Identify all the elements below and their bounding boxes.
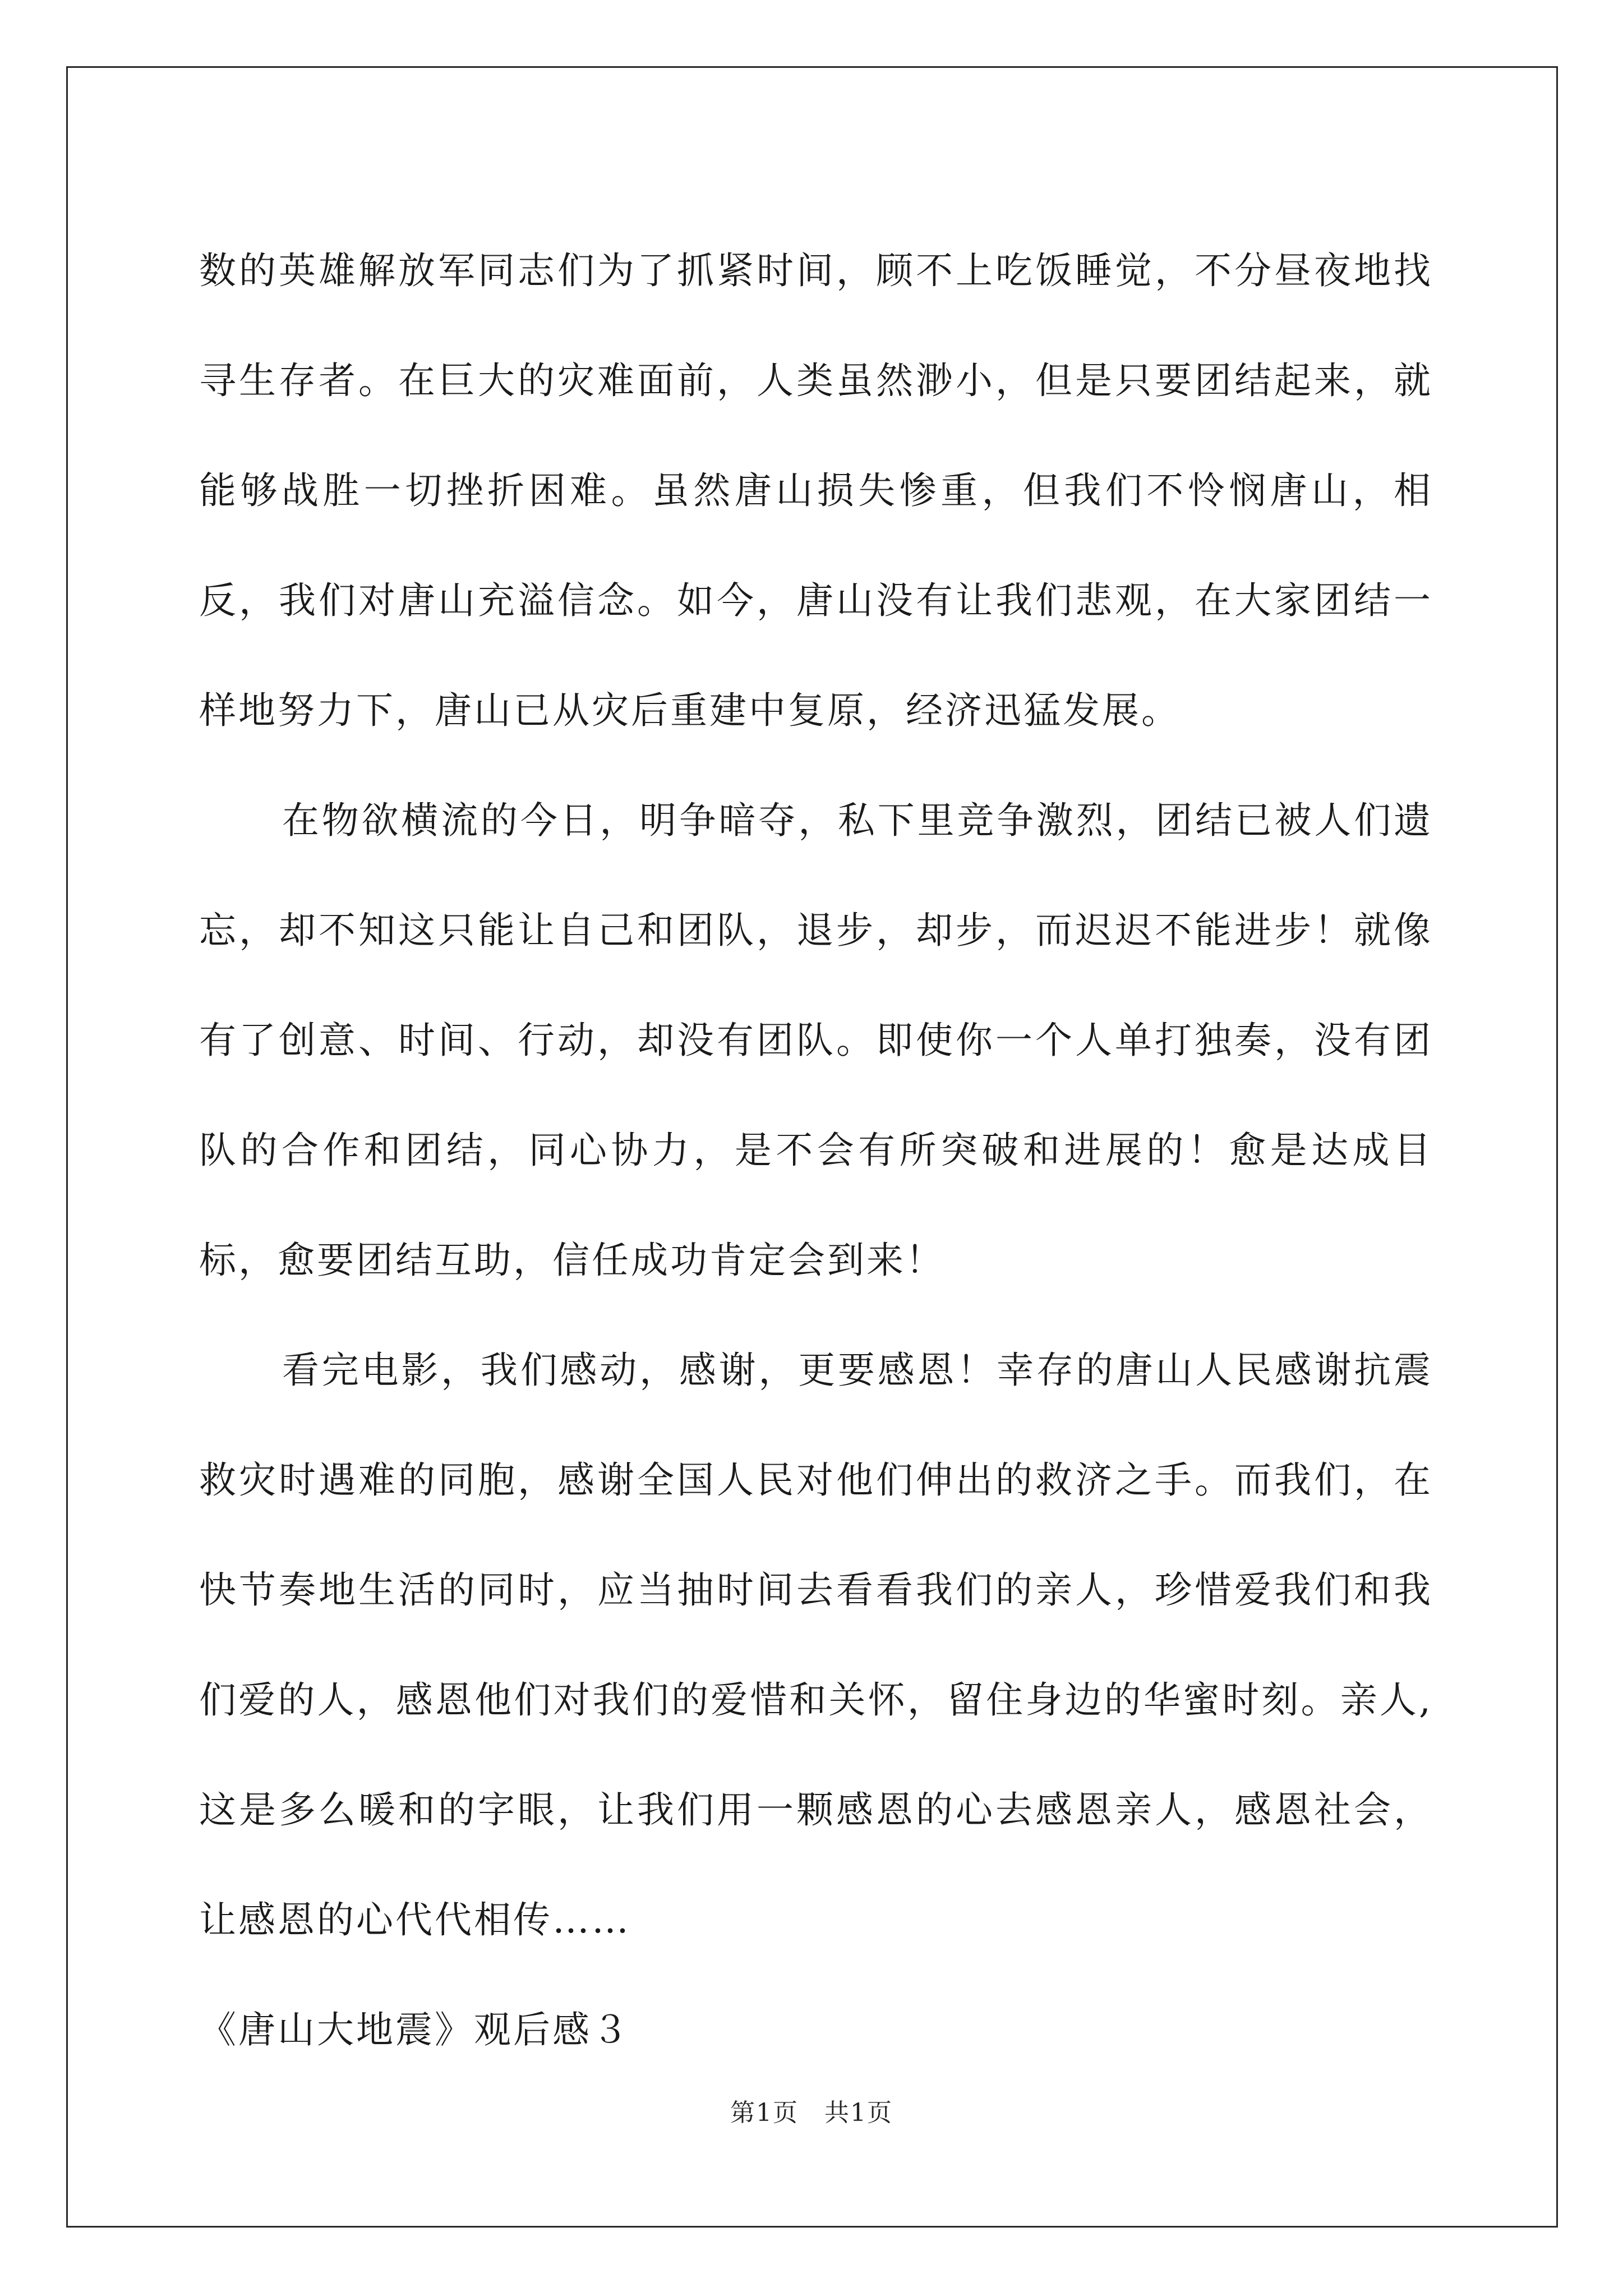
paragraph-3: 看完电影，我们感动，感谢，更要感恩！幸存的唐山人民感谢抗震救灾时遇难的同胞，感谢全国人民对他们伸出的救济之手。而我们，在快节奏地生活的同时，应当抽时间去看看我们的亲人，珍惜爱我们和我们爱的人，感恩他们对我们的爱惜和关怀，留住身边的华蜜时刻。亲人,这是多么暖和的字眼，让我们用一颗感恩的心去感恩亲人，感恩社会，让感恩的心代代相传……: [199, 1349, 1433, 1941]
paragraph-1: 数的英雄解放军同志们为了抓紧时间，顾不上吃饭睡觉，不分昼夜地找寻生存者。在巨大的灾难面前，人类虽然渺小，但是只要团结起来，就能够战胜一切挫折困难。虽然唐山损失惨重，但我们不怜悯唐山，相反，我们对唐山充溢信念。如今，唐山没有让我们悲观，在大家团结一样地努力下，唐山已从灾后重建中复原，经济迅猛发展。: [199, 249, 1433, 732]
page-footer: 第1页 共1页: [730, 2099, 893, 2127]
section-title: 《唐山大地震》观后感３: [199, 2008, 631, 2051]
document-body: [199, 216, 1433, 2085]
paragraph-2: 在物欲横流的今日，明争暗夺，私下里竞争激烈，团结已被人们遗忘，却不知这只能让自己和团队，退步，却步，而迟迟不能进步！就像有了创意、时间、行动，却没有团队。即使你一个人单打独奏，没有团队的合作和团结，同心协力，是不会有所突破和进展的！愈是达成目标，愈要团结互助，信任成功肯定会到来！: [199, 799, 1433, 1282]
